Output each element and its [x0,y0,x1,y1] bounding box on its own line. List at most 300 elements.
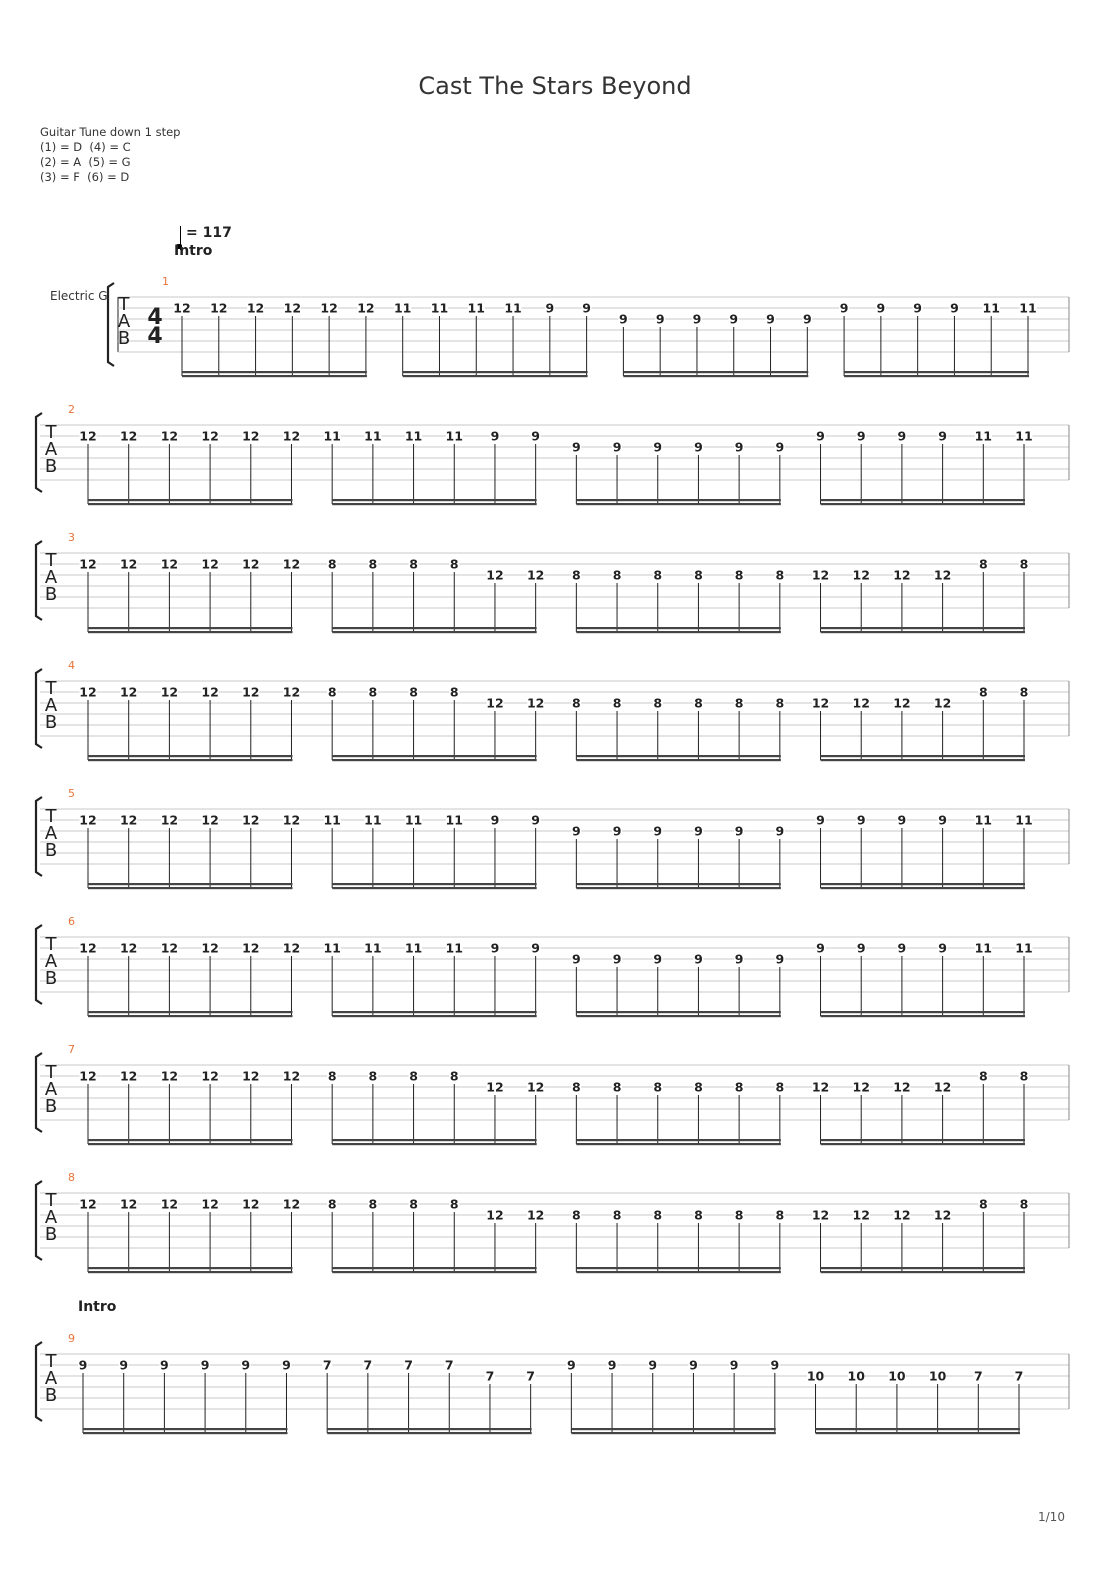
beam [576,1139,780,1141]
fret-number: 8 [1019,556,1029,572]
fret-number: 9 [531,812,541,828]
tuning-line: (1) = D (4) = C [40,140,131,154]
fret-number: 12 [486,567,504,583]
fret-number: 9 [816,812,825,828]
beam [623,375,808,377]
fret-number: 8 [1019,1196,1029,1212]
beam [576,627,780,629]
fret-number: 8 [653,695,663,711]
fret-number: 12 [283,300,302,316]
fret-number: 9 [729,311,739,327]
beam [576,1143,780,1145]
fret-number: 12 [486,1079,504,1095]
fret-number: 12 [242,1068,260,1084]
fret-number: 12 [282,684,301,700]
fret-number: 10 [847,1368,865,1384]
fret-number: 12 [201,428,219,444]
fret-number: 9 [612,951,622,967]
fret-number: 12 [119,1068,138,1084]
fret-number: 9 [729,1357,739,1373]
beam [821,1143,1025,1145]
fret-number: 11 [445,428,463,444]
fret-number: 12 [852,567,870,583]
fret-number: 12 [160,1196,179,1212]
tab-clef-letter: B [44,1096,58,1117]
beam [576,887,780,889]
tempo-value: = 117 [186,225,232,241]
tab-clef-letter: A [44,1079,58,1100]
fret-number: 12 [811,695,830,711]
fret-number: 11 [467,300,485,316]
beam [88,631,292,633]
tuning-line: (3) = F (6) = D [40,170,130,184]
beam [83,1428,287,1430]
fret-number: 8 [449,1068,459,1084]
tab-clef-letter: A [44,567,58,588]
tab-clef-letter: T [45,1062,57,1083]
fret-number: 12 [79,812,97,828]
fret-number: 9 [490,428,500,444]
fret-number: 8 [1019,684,1029,700]
fret-number: 8 [571,1207,581,1223]
beam [623,371,808,373]
fret-number: 9 [655,311,665,327]
fret-number: 11 [393,300,412,316]
beam [88,887,292,889]
fret-number: 8 [409,556,418,572]
fret-number: 12 [811,1207,830,1223]
tab-clef-letter: T [45,550,57,571]
fret-number: 8 [1019,1068,1029,1084]
fret-number: 9 [571,823,581,839]
fret-number: 8 [775,1079,785,1095]
beam [332,759,536,761]
beam [821,1015,1025,1017]
fret-number: 9 [876,300,886,316]
fret-number: 8 [734,567,744,583]
beam [576,759,780,761]
beam [821,499,1025,501]
fret-number: 12 [119,1196,138,1212]
fret-number: 11 [974,428,993,444]
fret-number: 12 [242,812,260,828]
fret-number: 9 [938,940,947,956]
fret-number: 9 [766,311,775,327]
fret-number: 10 [888,1368,906,1384]
fret-number: 8 [327,556,337,572]
fret-number: 12 [282,940,301,956]
fret-number: 9 [241,1357,251,1373]
fret-number: 8 [327,684,337,700]
fret-number: 11 [323,428,341,444]
page-number: 1/10 [1038,1510,1065,1524]
fret-number: 9 [694,951,703,967]
beam [88,1267,292,1269]
measure-number: 6 [68,915,75,928]
fret-number: 8 [978,1068,988,1084]
time-signature-bottom: 4 [147,324,163,349]
beam [327,1432,531,1434]
fret-number: 12 [282,428,301,444]
section-label-intro-repeat: Intro [78,1299,117,1315]
fret-number: 8 [978,684,988,700]
tab-clef-letter: A [44,1207,58,1228]
fret-number: 12 [119,684,138,700]
fret-number: 9 [78,1357,88,1373]
instrument-name: Electric G [50,289,108,303]
measure-number: 7 [68,1043,75,1056]
beam [332,1143,536,1145]
beam [821,883,1025,885]
fret-number: 8 [571,695,581,711]
fret-number: 12 [852,1207,870,1223]
fret-number: 12 [79,940,97,956]
fret-number: 8 [409,684,418,700]
fret-number: 8 [734,1207,744,1223]
fret-number: 12 [486,1207,504,1223]
fret-number: 9 [802,311,812,327]
beam [332,627,536,629]
tuning-line: (2) = A (5) = G [40,155,131,169]
fret-number: 9 [612,439,622,455]
measure-number: 2 [68,403,75,416]
beam [88,1139,292,1141]
fret-number: 12 [201,940,219,956]
fret-number: 12 [933,1207,952,1223]
fret-number: 9 [653,951,663,967]
fret-number: 9 [856,812,866,828]
fret-number: 8 [612,567,622,583]
fret-number: 12 [201,684,219,700]
fret-number: 11 [364,940,382,956]
fret-number: 8 [409,1068,418,1084]
fret-number: 9 [200,1357,210,1373]
fret-number: 12 [79,684,97,700]
beam [576,1011,780,1013]
fret-number: 8 [612,1079,622,1095]
measure-number: 1 [162,275,169,288]
tab-clef-letter: T [45,422,57,443]
fret-number: 12 [210,300,228,316]
tuning-heading: Guitar Tune down 1 step [40,125,181,139]
beam [332,503,536,505]
beam [844,375,1029,377]
fret-number: 12 [282,1068,301,1084]
tab-clef-letter: T [45,1190,57,1211]
beam [821,1011,1025,1013]
fret-number: 12 [357,300,375,316]
tab-clef-letter: B [44,712,58,733]
fret-number: 9 [856,428,866,444]
fret-number: 9 [694,439,703,455]
tab-clef-letter: T [45,806,57,827]
fret-number: 8 [775,567,785,583]
fret-number: 12 [242,1196,260,1212]
beam [88,1143,292,1145]
fret-number: 12 [893,567,911,583]
beam [327,1428,531,1430]
fret-number: 8 [612,695,622,711]
fret-number: 9 [692,311,702,327]
fret-number: 11 [404,940,423,956]
fret-number: 9 [775,439,785,455]
fret-number: 11 [404,812,423,828]
fret-number: 12 [79,1068,97,1084]
fret-number: 8 [571,1079,581,1095]
beam [88,1015,292,1017]
fret-number: 9 [607,1357,617,1373]
fret-number: 9 [119,1357,129,1373]
beam [816,1428,1020,1430]
beam [821,1139,1025,1141]
fret-number: 11 [1019,300,1037,316]
measure-number: 9 [68,1332,75,1345]
tab-clef-letter: A [44,695,58,716]
measure-number: 8 [68,1171,75,1184]
fret-number: 9 [612,823,622,839]
tab-clef-letter: A [44,439,58,460]
fret-number: 8 [368,684,378,700]
fret-number: 11 [1015,812,1033,828]
song-title: Cast The Stars Beyond [418,72,692,100]
fret-number: 9 [571,439,581,455]
beam [821,759,1025,761]
fret-number: 12 [242,556,260,572]
fret-number: 12 [79,1196,97,1212]
fret-number: 11 [1015,428,1033,444]
beam [332,883,536,885]
fret-number: 12 [933,567,952,583]
beam [332,1271,536,1273]
measure-number: 5 [68,787,75,800]
fret-number: 12 [119,812,138,828]
beam [576,755,780,757]
beam [403,371,588,373]
fret-number: 12 [160,684,179,700]
beam [821,627,1025,629]
fret-number: 9 [531,940,541,956]
fret-number: 12 [933,695,952,711]
fret-number: 12 [201,556,219,572]
fret-number: 12 [160,812,179,828]
beam [83,1432,287,1434]
beam [816,1432,1020,1434]
beam [182,371,367,373]
fret-number: 9 [856,940,866,956]
beam [88,627,292,629]
fret-number: 12 [201,1196,219,1212]
beam [332,1015,536,1017]
fret-number: 8 [449,1196,459,1212]
fret-number: 9 [694,823,703,839]
fret-number: 7 [404,1357,413,1373]
fret-number: 10 [806,1368,825,1384]
fret-number: 12 [933,1079,952,1095]
beam [576,1267,780,1269]
fret-number: 9 [897,812,907,828]
fret-number: 11 [323,812,341,828]
beam [332,1011,536,1013]
fret-number: 7 [322,1357,332,1373]
tab-clef-letter: B [44,840,58,861]
fret-number: 8 [327,1068,337,1084]
fret-number: 9 [160,1357,169,1373]
fret-number: 11 [364,428,382,444]
fret-number: 9 [571,951,581,967]
fret-number: 9 [770,1357,780,1373]
fret-number: 12 [526,567,545,583]
tab-clef-letter: B [44,968,58,989]
fret-number: 12 [852,695,870,711]
fret-number: 12 [811,1079,830,1095]
beam [88,755,292,757]
fret-number: 12 [526,1079,545,1095]
fret-number: 8 [612,1207,622,1223]
fret-number: 8 [368,1196,378,1212]
fret-number: 8 [653,1207,663,1223]
fret-number: 9 [839,300,849,316]
fret-number: 10 [928,1368,947,1384]
fret-number: 8 [449,556,459,572]
fret-number: 9 [490,812,500,828]
fret-number: 12 [79,556,97,572]
beam [332,1139,536,1141]
fret-number: 8 [449,684,459,700]
beam [571,1428,775,1430]
tab-clef-letter: B [44,1224,58,1245]
beam [88,503,292,505]
fret-number: 8 [327,1196,337,1212]
beam [576,1015,780,1017]
fret-number: 9 [689,1357,698,1373]
fret-number: 12 [320,300,338,316]
fret-number: 9 [545,300,555,316]
fret-number: 12 [160,428,179,444]
fret-number: 9 [913,300,923,316]
fret-number: 11 [364,812,382,828]
tab-clef-letter: T [45,678,57,699]
beam [332,631,536,633]
fret-number: 8 [694,1207,703,1223]
beam [821,1267,1025,1269]
beam [844,371,1029,373]
fret-number: 8 [978,556,988,572]
fret-number: 9 [653,823,663,839]
fret-number: 11 [445,812,463,828]
fret-number: 12 [282,812,301,828]
fret-number: 8 [775,695,785,711]
fret-number: 8 [409,1196,418,1212]
fret-number: 9 [938,428,947,444]
fret-number: 12 [160,556,179,572]
fret-number: 8 [368,1068,378,1084]
fret-number: 9 [490,940,500,956]
tab-clef-letter: B [44,1385,58,1406]
fret-number: 9 [582,300,591,316]
beam [182,375,367,377]
measure-number: 3 [68,531,75,544]
fret-number: 9 [734,439,744,455]
system-brace [108,283,114,366]
tab-clef-letter: A [117,311,131,332]
fret-number: 8 [694,1079,703,1095]
fret-number: 12 [246,300,265,316]
fret-number: 9 [897,940,907,956]
fret-number: 8 [653,567,663,583]
tab-clef-letter: A [44,823,58,844]
fret-number: 12 [201,1068,219,1084]
beam [821,887,1025,889]
beam [88,499,292,501]
fret-number: 12 [242,684,260,700]
fret-number: 7 [485,1368,495,1384]
fret-number: 11 [445,940,463,956]
beam [576,883,780,885]
fret-number: 12 [811,567,830,583]
beam [88,1271,292,1273]
beam [821,1271,1025,1273]
fret-number: 12 [119,556,138,572]
fret-number: 12 [119,940,138,956]
beam [88,883,292,885]
fret-number: 12 [852,1079,870,1095]
fret-number: 9 [897,428,907,444]
fret-number: 9 [775,951,785,967]
fret-number: 7 [363,1357,373,1373]
fret-number: 12 [119,428,138,444]
beam [332,887,536,889]
fret-number: 12 [173,300,191,316]
fret-number: 12 [160,940,179,956]
fret-number: 12 [160,1068,179,1084]
beam [576,1271,780,1273]
beam [403,375,588,377]
fret-number: 11 [404,428,423,444]
beam [576,503,780,505]
fret-number: 9 [775,823,785,839]
beam [576,631,780,633]
beam [88,1011,292,1013]
fret-number: 12 [201,812,219,828]
beam [332,1267,536,1269]
fret-number: 9 [653,439,663,455]
fret-number: 12 [282,1196,301,1212]
fret-number: 12 [79,428,97,444]
fret-number: 12 [242,940,260,956]
beam [821,631,1025,633]
fret-number: 9 [619,311,628,327]
beam [821,503,1025,505]
fret-number: 12 [526,1207,545,1223]
fret-number: 12 [893,1079,911,1095]
fret-number: 11 [974,812,993,828]
tab-clef-letter: B [44,584,58,605]
fret-number: 8 [694,567,703,583]
fret-number: 12 [486,695,504,711]
fret-number: 11 [504,300,522,316]
fret-number: 8 [775,1207,785,1223]
fret-number: 7 [973,1368,983,1384]
fret-number: 9 [566,1357,576,1373]
fret-number: 9 [531,428,541,444]
fret-number: 9 [816,428,825,444]
tab-clef-letter: T [45,934,57,955]
fret-number: 12 [526,695,545,711]
tab-clef-letter: T [118,294,130,315]
beam [821,755,1025,757]
fret-number: 8 [368,556,378,572]
fret-number: 7 [526,1368,536,1384]
